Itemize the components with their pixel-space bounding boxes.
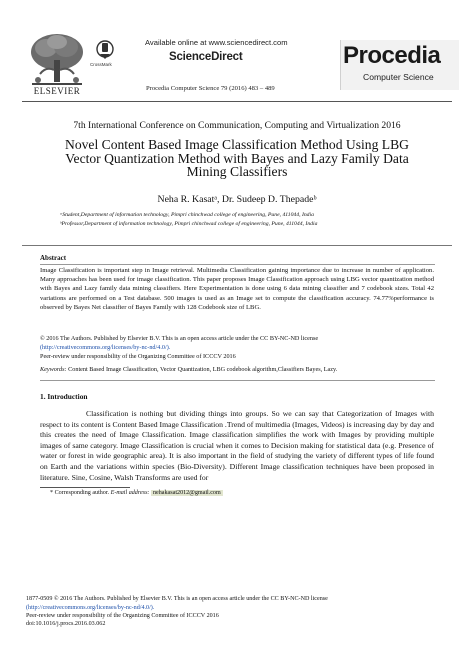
footnote-divider: [40, 487, 130, 488]
section-heading-introduction: 1. Introduction: [40, 392, 88, 401]
title-line-3: Mining Classifiers: [186, 164, 288, 179]
license-block: [40, 334, 434, 352]
sciencedirect-logo: ScienceDirect: [169, 51, 243, 63]
footer-peer-review: Peer-review under responsibility of the Organizing Committee of ICCCV 2016: [26, 613, 219, 619]
license-text: © 2016 The Authors. Published by Elsevier B.V. This is an open access article under the CC BY-NC-ND license: [40, 335, 319, 342]
keywords: [40, 366, 434, 373]
affiliation-b: ᵇProfessor,Department of information technology, Pimpri chinchwad college of engineering, Pune, 411044, India: [60, 221, 318, 227]
affiliation-a: ᵃStudent,Department of information technology, Pimpri chinchwad college of engineering, Pune, 411044, India: [60, 212, 314, 218]
keywords-list: Content Based Image Classification, Vector Quantization, LBG codebook algorithm,Classifiers Bayes, Lazy.: [66, 366, 338, 373]
abstract-heading: Abstract: [40, 254, 67, 262]
author-list: Neha R. Kasatᵃ, Dr. Sudeep D. Thepadeᵇ: [157, 194, 317, 205]
keywords-label: Keywords:: [40, 366, 67, 373]
footnote-prefix: * Corresponding author.: [50, 490, 111, 496]
paper-title: [20, 138, 454, 179]
journal-reference: Procedia Computer Science 79 (2016) 483 – 489: [146, 85, 275, 92]
header-divider: [22, 101, 452, 102]
abstract-divider: [40, 264, 435, 265]
introduction-paragraph: [40, 409, 434, 483]
peer-review-note: Peer-review under responsibility of the Organizing Committee of ICCCV 2016: [40, 353, 236, 360]
conference-name: 7th International Conference on Communication, Computing and Virtualization 2016: [73, 120, 401, 131]
footer-copyright: 1877-0509 © 2016 The Authors. Published by Elsevier B.V. This is an open access article under the CC BY-NC-ND license: [26, 596, 328, 602]
introduction-text: Classification is nothing but dividing things into groups. So we can say that Categorization of Images with respect to its content is Content Based Image Classification .Trend of multimedia (Images, Videos) is increasing day by day and this creates the need of Image Classification. Image classification simplifies the work with Images by providing multiple images of same category. Image Classification is crucial when it comes to Decision making for statistical data (e.g. Presence of water or forest in wide geographic area). It is also important in the field of studying the variety of different types of life found on Earth and the variations within species (Bio-Diversity). Different Image classification techniques have been proposed in literature. Sine, Cosine, Walsh Transforms are used for: [40, 409, 434, 482]
author-email[interactable]: nehakasat2012@gmail.com: [153, 490, 221, 496]
title-line-1: Novel Content Based Image Classification Method Using LBG: [65, 137, 409, 152]
crossmark-icon[interactable]: [96, 40, 114, 60]
crossmark-label: CrossMark: [90, 62, 112, 67]
publisher-name: ELSEVIER: [33, 86, 81, 96]
abstract-text: Image Classification is important step in Image retrieval. Multimedia Classification gaining importance due to increase in number of application. Many approaches has been used for image classification. This paper proposes Image Classification approach using LBG vector quantization method with Bayes and Lazy family data mining classifiers. Here Experimentation is done using 6 data mining classifier and 7 codebook sizes. Total 42 variations are performed on a Test database. 500 images is used as an Image set to compute the classification accuracy. 74.77%performance is observed by Bayes Net classifier of Bayes Family with 128 Codebook size of LBG.: [40, 267, 434, 311]
license-link[interactable]: (http://creativecommons.org/licenses/by-nc-nd/4.0/).: [40, 344, 171, 351]
elsevier-tree-logo: [26, 30, 88, 90]
keywords-divider: [40, 380, 435, 381]
title-line-2: Vector Quantization Method with Bayes and Lazy Family Data: [65, 150, 409, 166]
availability-text: Available online at www.sciencedirect.com: [145, 38, 288, 47]
footer-doi[interactable]: doi:10.1016/j.procs.2016.03.062: [26, 621, 106, 627]
title-divider: [22, 245, 452, 246]
corresponding-author-note: [50, 490, 223, 496]
procedia-subtitle: Computer Science: [363, 72, 434, 82]
procedia-logo: Procedia: [343, 42, 441, 69]
email-label: E-mail address:: [110, 490, 150, 496]
footer-license-link[interactable]: (http://creativecommons.org/licenses/by-nc-nd/4.0/).: [26, 605, 155, 611]
